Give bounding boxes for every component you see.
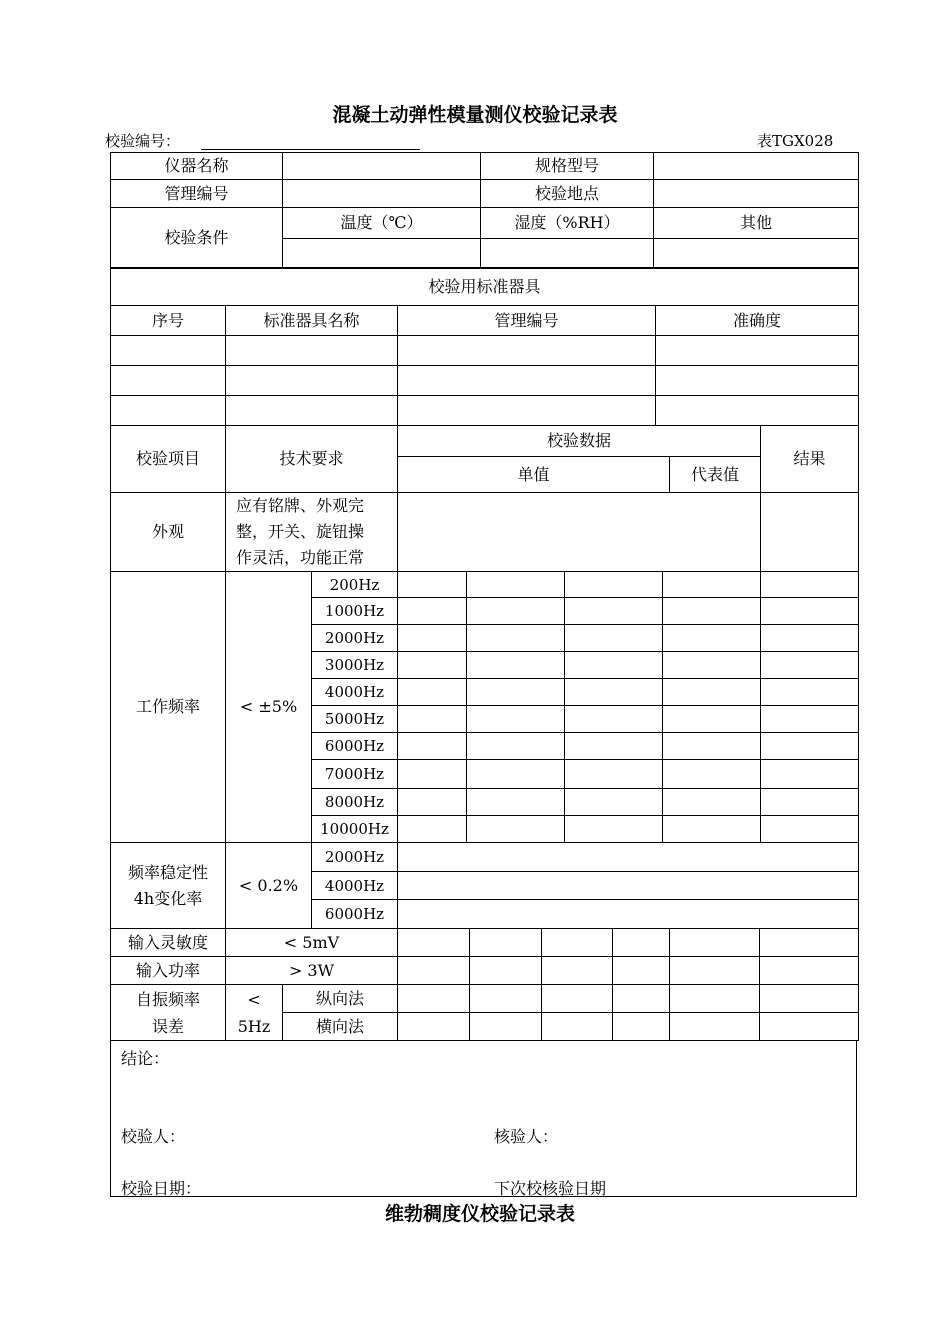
cell[interactable] xyxy=(398,396,656,426)
cell[interactable] xyxy=(398,572,467,598)
cell[interactable] xyxy=(613,957,670,985)
col-result: 结果 xyxy=(761,426,859,493)
cell[interactable] xyxy=(565,760,663,789)
cell[interactable] xyxy=(760,957,859,985)
cell[interactable] xyxy=(398,652,467,679)
cell[interactable] xyxy=(467,816,565,843)
self-vibration-requirement xyxy=(226,985,283,1041)
cell[interactable] xyxy=(565,572,663,598)
location-label: 校验地点 xyxy=(481,180,654,208)
cell[interactable] xyxy=(470,985,542,1013)
cell[interactable] xyxy=(398,843,859,872)
cell[interactable] xyxy=(542,1013,613,1041)
humidity-label: 湿度（%RH） xyxy=(481,208,654,239)
check-header-table xyxy=(110,425,859,572)
col-single-value: 单值 xyxy=(398,457,670,493)
cell[interactable] xyxy=(663,652,761,679)
cell[interactable] xyxy=(467,733,565,760)
col-requirement: 技术要求 xyxy=(226,426,398,493)
cell[interactable] xyxy=(663,679,761,706)
cell[interactable] xyxy=(613,985,670,1013)
freq-label: 5000Hz xyxy=(312,706,398,733)
cell[interactable] xyxy=(565,733,663,760)
col-seq: 序号 xyxy=(111,306,226,336)
col-check-data: 校验数据 xyxy=(398,426,761,457)
requirement-line: 5Hz xyxy=(237,1016,271,1036)
requirement-line: 应有铭牌、外观完 xyxy=(236,496,365,515)
temperature-label: 温度（℃） xyxy=(283,208,481,239)
other-label: 其他 xyxy=(654,208,859,239)
next-form-title: 维勃稠度仪校验记录表 xyxy=(384,1203,575,1225)
cell[interactable] xyxy=(565,789,663,816)
input-power-label: 输入功率 xyxy=(111,957,226,985)
instrument-info-table xyxy=(110,152,859,268)
appearance-requirement xyxy=(226,493,398,572)
cell[interactable] xyxy=(761,816,859,843)
reviewer-label: 核验人： xyxy=(494,1127,559,1146)
form-title: 混凝土动弹性模量测仪校验记录表 xyxy=(332,104,618,126)
frequency-stability-label xyxy=(111,843,226,929)
cell[interactable] xyxy=(467,572,565,598)
appearance-label: 外观 xyxy=(111,493,226,572)
conclusion-box xyxy=(110,1040,857,1197)
cell[interactable] xyxy=(470,957,542,985)
transverse-method-label: 横向法 xyxy=(283,1013,398,1041)
freq-label: 6000Hz xyxy=(312,733,398,760)
working-frequency-label: 工作频率 xyxy=(111,572,226,843)
cell[interactable] xyxy=(656,336,859,366)
standard-equipment-title: 校验用标准器具 xyxy=(111,269,859,306)
item-line: 频率稳定性 xyxy=(127,862,208,882)
cell[interactable] xyxy=(467,760,565,789)
cell[interactable] xyxy=(663,733,761,760)
appearance-result-cell[interactable] xyxy=(761,493,859,572)
instrument-name-label: 仪器名称 xyxy=(111,153,283,180)
freq-label: 2000Hz xyxy=(312,843,398,872)
mgmt-no-cell[interactable] xyxy=(283,180,481,208)
serial-number-label: 校验编号： xyxy=(105,132,181,150)
cell[interactable] xyxy=(565,652,663,679)
cell[interactable] xyxy=(398,900,859,929)
cell[interactable] xyxy=(398,625,467,652)
freq-label: 2000Hz xyxy=(312,625,398,652)
freq-label: 200Hz xyxy=(312,572,398,598)
cell[interactable] xyxy=(467,625,565,652)
freq-label: 1000Hz xyxy=(312,598,398,625)
cell[interactable] xyxy=(398,366,656,396)
cell[interactable] xyxy=(670,1013,760,1041)
cell[interactable] xyxy=(565,598,663,625)
cell[interactable] xyxy=(656,396,859,426)
cell[interactable] xyxy=(663,816,761,843)
col-mgmt-no: 管理编号 xyxy=(398,306,656,336)
cell[interactable] xyxy=(542,985,613,1013)
item-line: 自振频率 xyxy=(135,989,200,1009)
other-cell[interactable] xyxy=(654,239,859,268)
cell[interactable] xyxy=(761,625,859,652)
freq-label: 6000Hz xyxy=(312,900,398,929)
location-cell[interactable] xyxy=(654,180,859,208)
cell[interactable] xyxy=(760,985,859,1013)
freq-label: 4000Hz xyxy=(312,679,398,706)
col-equipment-name: 标准器具名称 xyxy=(226,306,398,336)
cell[interactable] xyxy=(670,929,760,957)
cell[interactable] xyxy=(467,789,565,816)
cell[interactable] xyxy=(663,789,761,816)
humidity-cell[interactable] xyxy=(481,239,654,268)
freq-label: 8000Hz xyxy=(312,789,398,816)
working-frequency-table xyxy=(110,571,859,843)
conditions-label: 校验条件 xyxy=(111,208,283,268)
cell[interactable] xyxy=(761,598,859,625)
item-line: 误差 xyxy=(151,1016,184,1036)
cell[interactable] xyxy=(761,789,859,816)
requirement-line: 作灵活，功能正常 xyxy=(236,548,365,567)
cell[interactable] xyxy=(398,929,470,957)
cell[interactable] xyxy=(398,706,467,733)
instrument-name-cell[interactable] xyxy=(283,153,481,180)
item-line: 4h变化率 xyxy=(133,888,203,908)
cell[interactable] xyxy=(663,625,761,652)
freq-label: 4000Hz xyxy=(312,872,398,900)
table-row xyxy=(111,366,859,396)
cell[interactable] xyxy=(111,336,226,366)
cell[interactable] xyxy=(670,957,760,985)
table-row xyxy=(111,336,859,366)
cell[interactable] xyxy=(398,760,467,789)
input-power-requirement: > 3W xyxy=(226,957,398,985)
cell[interactable] xyxy=(226,366,398,396)
cell[interactable] xyxy=(398,872,859,900)
col-item: 校验项目 xyxy=(111,426,226,493)
cell[interactable] xyxy=(111,396,226,426)
conclusion-label: 结论： xyxy=(121,1049,170,1068)
self-vibration-label xyxy=(111,985,226,1041)
cell[interactable] xyxy=(398,679,467,706)
cell[interactable] xyxy=(111,366,226,396)
next-check-date-label: 下次校核验日期 xyxy=(494,1179,607,1198)
cell[interactable] xyxy=(761,706,859,733)
spec-model-cell[interactable] xyxy=(654,153,859,180)
col-accuracy: 准确度 xyxy=(656,306,859,336)
cell[interactable] xyxy=(398,336,656,366)
cell[interactable] xyxy=(565,816,663,843)
cell[interactable] xyxy=(470,1013,542,1041)
input-sensitivity-label: 输入灵敏度 xyxy=(111,929,226,957)
temperature-cell[interactable] xyxy=(283,239,481,268)
cell[interactable] xyxy=(467,679,565,706)
cell[interactable] xyxy=(467,598,565,625)
cell[interactable] xyxy=(670,985,760,1013)
form-code: 表TGX028 xyxy=(757,132,834,150)
freq-label: 3000Hz xyxy=(312,652,398,679)
input-and-vibration-table xyxy=(110,928,859,1041)
table-row xyxy=(111,396,859,426)
cell[interactable] xyxy=(467,652,565,679)
cell[interactable] xyxy=(542,929,613,957)
cell[interactable] xyxy=(470,929,542,957)
cell[interactable] xyxy=(565,706,663,733)
frequency-stability-table xyxy=(110,842,859,929)
col-representative-value: 代表值 xyxy=(670,457,761,493)
cell[interactable] xyxy=(565,679,663,706)
standard-equipment-table xyxy=(110,268,859,426)
cell[interactable] xyxy=(613,929,670,957)
cell[interactable] xyxy=(398,1013,470,1041)
cell[interactable] xyxy=(467,706,565,733)
spec-model-label: 规格型号 xyxy=(481,153,654,180)
cell[interactable] xyxy=(761,760,859,789)
cell[interactable] xyxy=(663,706,761,733)
cell[interactable] xyxy=(761,652,859,679)
cell[interactable] xyxy=(663,598,761,625)
cell[interactable] xyxy=(761,572,859,598)
mgmt-no-label: 管理编号 xyxy=(111,180,283,208)
requirement-line: < xyxy=(247,989,261,1009)
freq-label: 7000Hz xyxy=(312,760,398,789)
working-frequency-requirement: < ±5% xyxy=(226,572,312,843)
freq-label: 10000Hz xyxy=(312,816,398,843)
longitudinal-method-label: 纵向法 xyxy=(283,985,398,1013)
requirement-line: 整，开关、旋钮操 xyxy=(236,522,365,541)
cell[interactable] xyxy=(663,572,761,598)
cell[interactable] xyxy=(398,789,467,816)
cell[interactable] xyxy=(613,1013,670,1041)
cell[interactable] xyxy=(398,957,470,985)
cell[interactable] xyxy=(760,929,859,957)
frequency-stability-requirement: < 0.2% xyxy=(226,843,312,929)
cell[interactable] xyxy=(226,396,398,426)
cell[interactable] xyxy=(398,816,467,843)
cell[interactable] xyxy=(398,598,467,625)
serial-number-field[interactable] xyxy=(201,149,420,150)
cell[interactable] xyxy=(398,733,467,760)
cell[interactable] xyxy=(663,760,761,789)
cell[interactable] xyxy=(761,733,859,760)
checker-label: 校验人： xyxy=(121,1127,186,1146)
appearance-data-cell[interactable] xyxy=(398,493,761,572)
cell[interactable] xyxy=(761,679,859,706)
cell[interactable] xyxy=(542,957,613,985)
check-date-label: 校验日期： xyxy=(121,1179,202,1198)
cell[interactable] xyxy=(656,366,859,396)
cell[interactable] xyxy=(565,625,663,652)
cell[interactable] xyxy=(760,1013,859,1041)
input-sensitivity-requirement: < 5mV xyxy=(226,929,398,957)
cell[interactable] xyxy=(226,336,398,366)
cell[interactable] xyxy=(398,985,470,1013)
